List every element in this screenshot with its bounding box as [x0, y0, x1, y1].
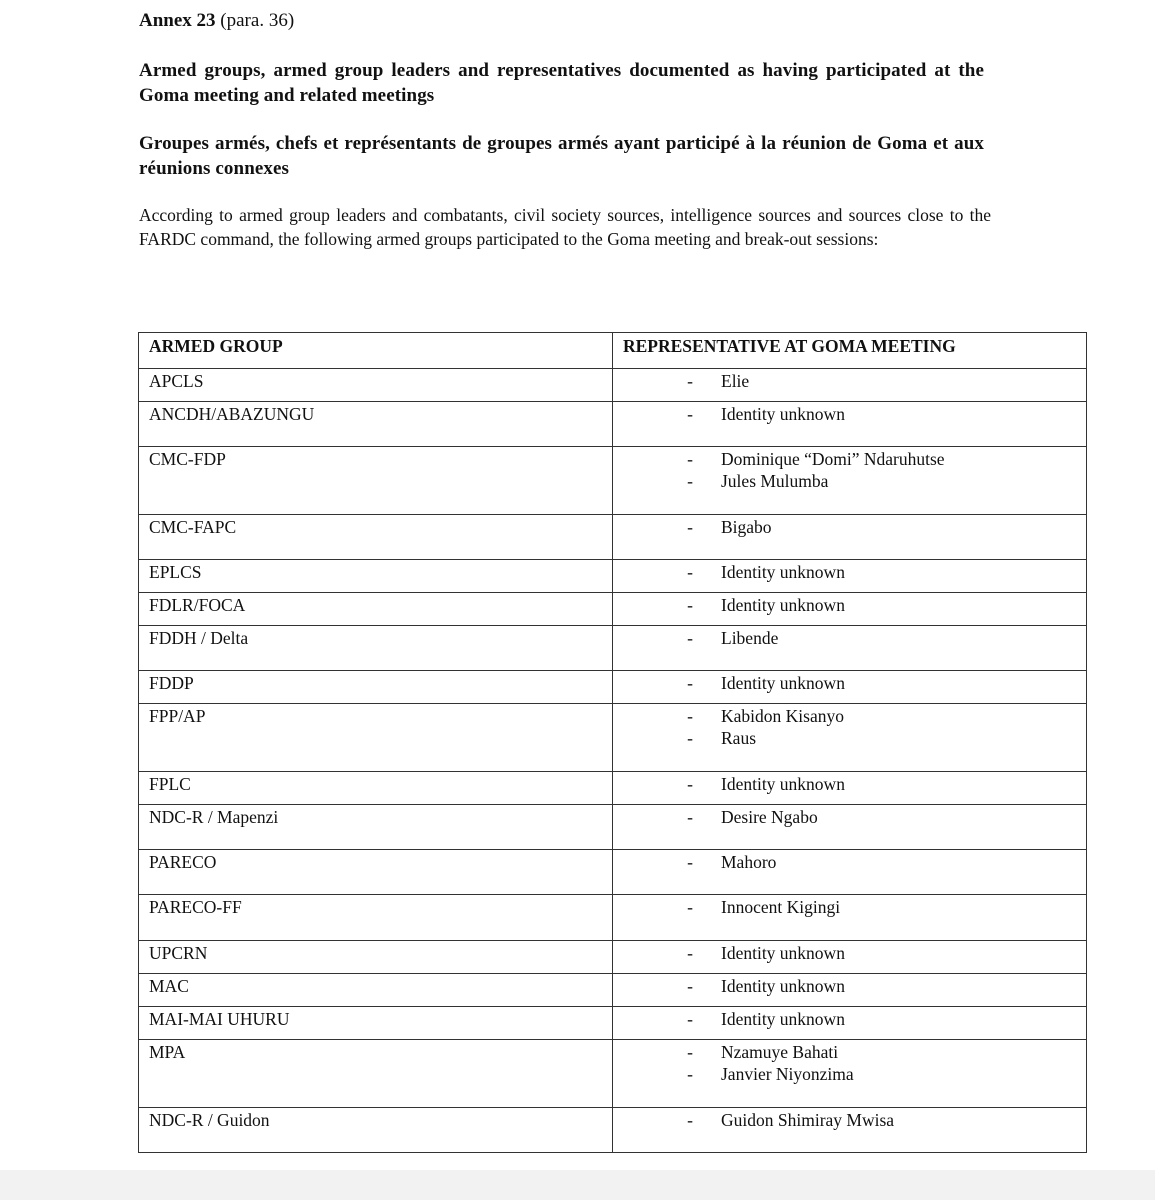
list-dash: - — [687, 562, 693, 582]
representative-item — [613, 975, 1086, 997]
annex-label: Annex 23 — [139, 10, 216, 31]
representatives-cell — [613, 704, 1087, 772]
list-dash: - — [687, 706, 693, 726]
list-dash: - — [687, 449, 693, 469]
table-row — [139, 626, 1087, 671]
representative-item — [613, 370, 1086, 392]
representative-name: Libende — [721, 628, 779, 648]
list-dash: - — [687, 471, 693, 491]
representative-name: Janvier Niyonzima — [721, 1064, 854, 1084]
list-dash: - — [687, 807, 693, 827]
representative-item — [613, 470, 1086, 492]
table-row — [139, 1108, 1087, 1153]
representative-name: Desire Ngabo — [721, 807, 818, 827]
group-name: CMC-FAPC — [139, 515, 613, 560]
representative-name: Guidon Shimiray Mwisa — [721, 1110, 895, 1130]
table-row — [139, 560, 1087, 593]
representatives-cell — [613, 402, 1087, 447]
representative-item — [613, 516, 1086, 538]
group-name: NDC-R / Guidon — [139, 1108, 613, 1153]
group-name: CMC-FDP — [139, 447, 613, 515]
representative-item — [613, 403, 1086, 425]
group-name: FDLR/FOCA — [139, 593, 613, 626]
representatives-cell — [613, 805, 1087, 850]
list-dash: - — [687, 1064, 693, 1084]
group-name: ANCDH/ABAZUNGU — [139, 402, 613, 447]
representative-name: Identity unknown — [721, 976, 845, 996]
group-name: FPP/AP — [139, 704, 613, 772]
representative-name: Elie — [721, 371, 750, 391]
representative-item — [613, 627, 1086, 649]
representative-item — [613, 1041, 1086, 1063]
list-dash: - — [687, 404, 693, 424]
representatives-cell — [613, 593, 1087, 626]
representative-item — [613, 594, 1086, 616]
representatives-cell — [613, 1007, 1087, 1040]
table-row — [139, 941, 1087, 974]
representative-name: Identity unknown — [721, 943, 845, 963]
table-row — [139, 369, 1087, 402]
representatives-cell — [613, 850, 1087, 895]
list-dash: - — [687, 628, 693, 648]
representatives-cell — [613, 626, 1087, 671]
representative-name: Identity unknown — [721, 774, 845, 794]
annex-title — [139, 8, 294, 34]
representatives-cell — [613, 1108, 1087, 1153]
list-dash: - — [687, 943, 693, 963]
list-dash: - — [687, 371, 693, 391]
list-dash: - — [687, 897, 693, 917]
representatives-cell — [613, 369, 1087, 402]
table-row — [139, 402, 1087, 447]
representative-item — [613, 705, 1086, 727]
representatives-cell — [613, 895, 1087, 941]
table-row — [139, 772, 1087, 805]
representative-item — [613, 942, 1086, 964]
representatives-cell — [613, 1040, 1087, 1108]
group-name: MAI-MAI UHURU — [139, 1007, 613, 1040]
table-row — [139, 704, 1087, 772]
list-dash: - — [687, 595, 693, 615]
group-name: FDDH / Delta — [139, 626, 613, 671]
group-name: MPA — [139, 1040, 613, 1108]
intro-paragraph: According to armed group leaders and combatants, civil society sources, intelligence sources and sources close to the FARDC command, the following armed groups participated to the Goma meeting and break-out sessions: — [139, 205, 991, 249]
table-row — [139, 974, 1087, 1007]
table-body — [139, 369, 1087, 1153]
annex-paragraph-ref: (para. 36) — [220, 10, 295, 31]
representatives-cell — [613, 515, 1087, 560]
list-dash: - — [687, 976, 693, 996]
representatives-cell — [613, 772, 1087, 805]
representative-item — [613, 1109, 1086, 1131]
representative-item — [613, 806, 1086, 828]
representative-item — [613, 561, 1086, 583]
list-dash: - — [687, 1110, 693, 1130]
group-name: MAC — [139, 974, 613, 1007]
representatives-cell — [613, 447, 1087, 515]
representative-name: Identity unknown — [721, 404, 845, 424]
table-row — [139, 671, 1087, 704]
representative-item — [613, 1063, 1086, 1085]
representatives-cell — [613, 671, 1087, 704]
group-name: APCLS — [139, 369, 613, 402]
group-name: PARECO-FF — [139, 895, 613, 941]
table-row — [139, 593, 1087, 626]
table-row — [139, 1040, 1087, 1108]
group-name: UPCRN — [139, 941, 613, 974]
representative-item — [613, 1008, 1086, 1030]
representative-name: Jules Mulumba — [721, 471, 829, 491]
representatives-cell — [613, 974, 1087, 1007]
representative-item — [613, 448, 1086, 470]
list-dash: - — [687, 1042, 693, 1062]
representative-name: Dominique “Domi” Ndaruhutse — [721, 449, 945, 469]
list-dash: - — [687, 774, 693, 794]
representative-name: Innocent Kigingi — [721, 897, 841, 917]
representatives-cell — [613, 941, 1087, 974]
group-name: NDC-R / Mapenzi — [139, 805, 613, 850]
representative-name: Raus — [721, 728, 756, 748]
table-row — [139, 805, 1087, 850]
representative-item — [613, 896, 1086, 918]
representative-item — [613, 851, 1086, 873]
table-header-row — [139, 333, 1087, 369]
representative-name: Kabidon Kisanyo — [721, 706, 844, 726]
representative-name: Mahoro — [721, 852, 777, 872]
representative-name: Identity unknown — [721, 673, 845, 693]
list-dash: - — [687, 728, 693, 748]
representative-item — [613, 672, 1086, 694]
representative-name: Identity unknown — [721, 595, 845, 615]
representative-name: Identity unknown — [721, 1009, 845, 1029]
list-dash: - — [687, 517, 693, 537]
table-row — [139, 850, 1087, 895]
header-representative: REPRESENTATIVE AT GOMA MEETING — [613, 333, 1087, 369]
representative-name: Nzamuye Bahati — [721, 1042, 839, 1062]
representative-item — [613, 727, 1086, 749]
group-name: FDDP — [139, 671, 613, 704]
list-dash: - — [687, 673, 693, 693]
representative-name: Bigabo — [721, 517, 772, 537]
list-dash: - — [687, 1009, 693, 1029]
table-row — [139, 895, 1087, 941]
group-name: EPLCS — [139, 560, 613, 593]
representative-item — [613, 773, 1086, 795]
heading-english: Armed groups, armed group leaders and representatives documented as having participated at the Goma meeting and related meetings — [139, 60, 984, 106]
heading-french: Groupes armés, chefs et représentants de groupes armés ayant participé à la réunion de Goma et aux réunions connexes — [139, 133, 984, 179]
group-name: FPLC — [139, 772, 613, 805]
table-row — [139, 447, 1087, 515]
table-row — [139, 1007, 1087, 1040]
representative-name: Identity unknown — [721, 562, 845, 582]
group-name: PARECO — [139, 850, 613, 895]
table-row — [139, 515, 1087, 560]
representatives-cell — [613, 560, 1087, 593]
list-dash: - — [687, 852, 693, 872]
armed-groups-table — [138, 332, 1087, 1153]
header-armed-group: ARMED GROUP — [139, 333, 613, 369]
